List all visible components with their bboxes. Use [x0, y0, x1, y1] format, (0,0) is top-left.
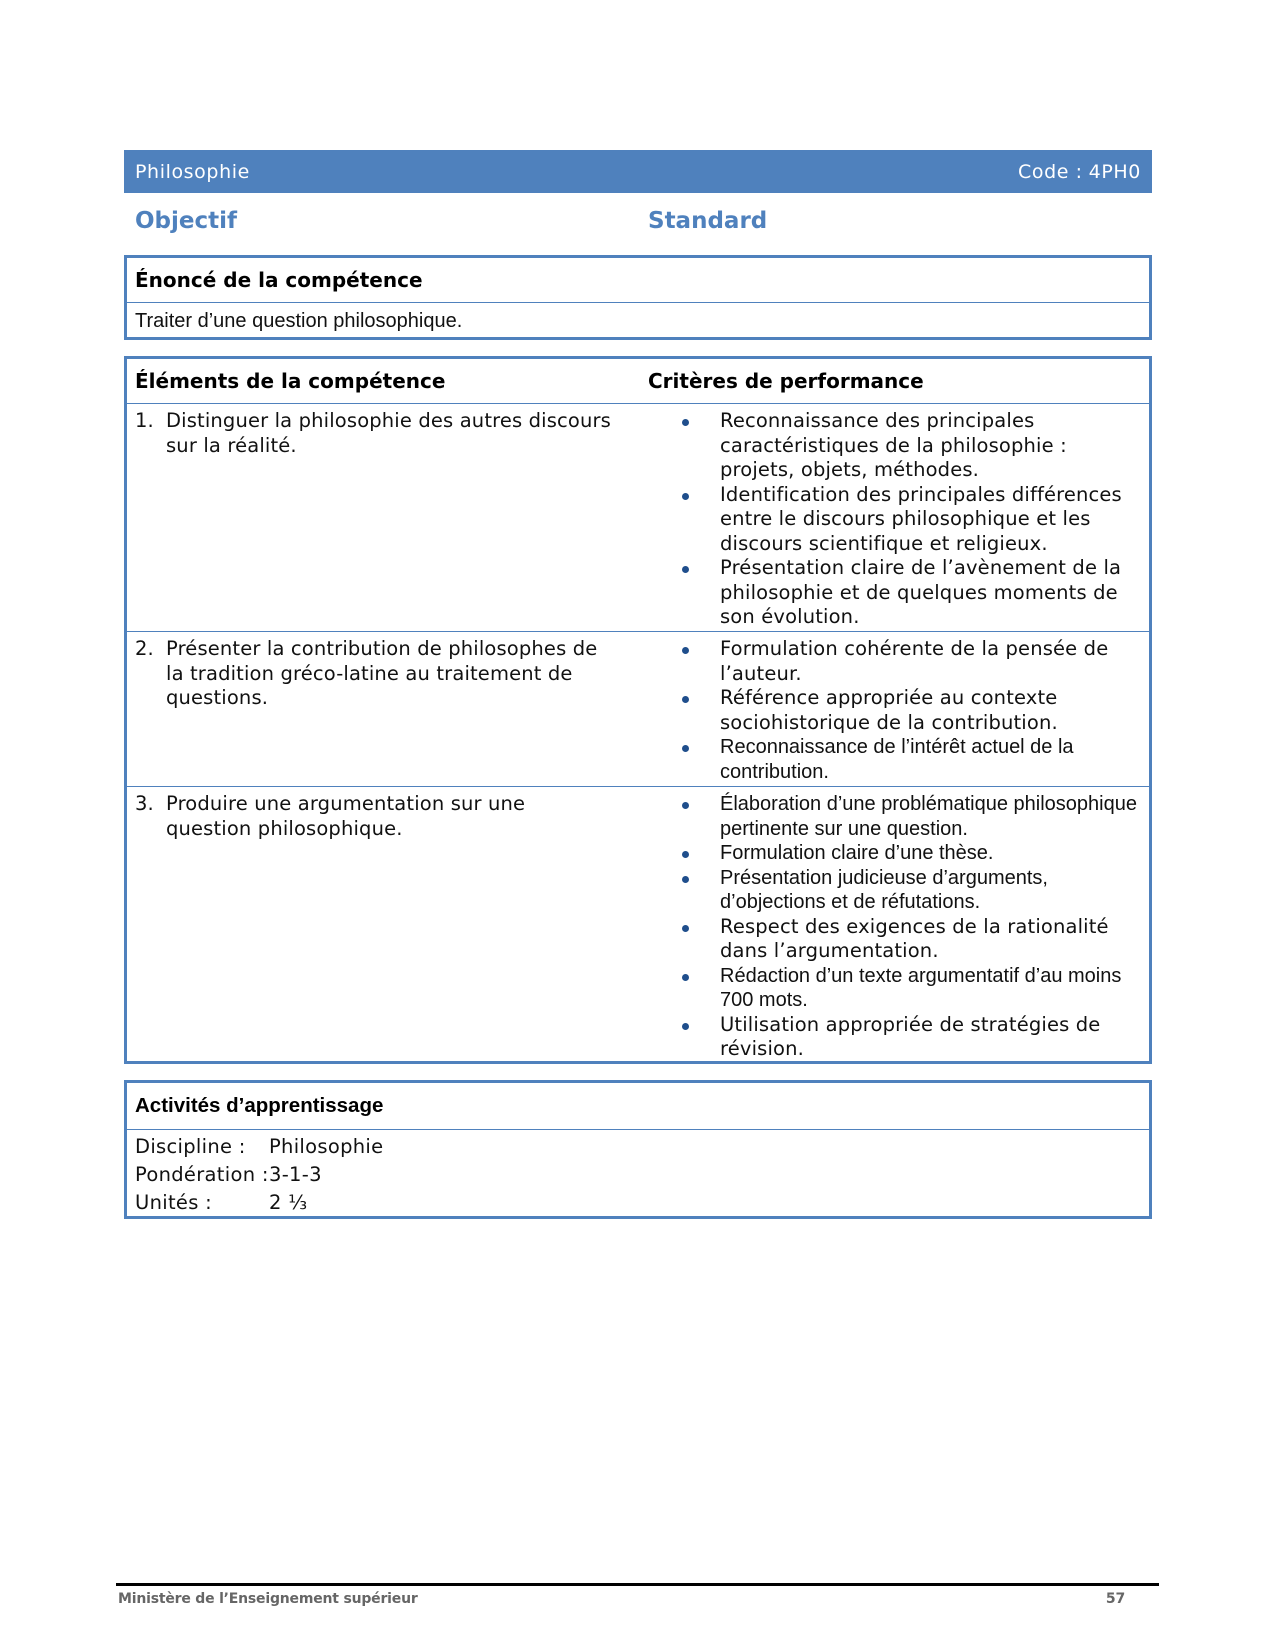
bullet-icon [640, 483, 720, 557]
ponderation-field [135, 1161, 1141, 1189]
elements-column-heading: Éléments de la compétence [135, 369, 446, 393]
activites-heading: Activités d’apprentissage [127, 1083, 1149, 1130]
element-number: 1. [135, 409, 154, 432]
criteria-cell [640, 632, 1149, 786]
element-cell [127, 632, 640, 786]
element-cell [127, 404, 640, 631]
bullet-icon [640, 964, 720, 1013]
criteria-item [640, 483, 1141, 557]
criteria-column-heading: Critères de performance [648, 369, 924, 393]
unites-field [135, 1189, 1141, 1217]
criteria-item [640, 866, 1141, 915]
bullet-icon [640, 792, 720, 841]
criteria-item [640, 915, 1141, 964]
criteria-text: Formulation cohérente de la pensée de l’auteur. [720, 637, 1109, 685]
table-row [127, 632, 1149, 787]
activites-box [124, 1080, 1152, 1219]
course-subject: Philosophie [135, 160, 250, 183]
element-text: Produire une argumentation sur une question philosophique. [166, 792, 526, 840]
footer-organization: Ministère de l’Enseignement supérieur [118, 1591, 418, 1607]
bullet-icon [640, 409, 720, 483]
criteria-text: Identification des principales différences entre le discours philosophique et les discours scientifique et religieux. [720, 482, 1122, 555]
criteria-text: Élaboration d’une problématique philosophique pertinente sur une question. [720, 793, 1137, 840]
criteria-text: Présentation judicieuse d’arguments, d’objections et de réfutations. [720, 866, 1048, 913]
section-subheads [135, 208, 1152, 242]
field-value: 3-1-3 [269, 1163, 322, 1186]
elements-table [124, 356, 1152, 1064]
criteria-cell [640, 787, 1149, 1064]
criteria-item [640, 637, 1141, 686]
criteria-item [640, 841, 1141, 866]
element-text: Présenter la contribution de philosophes de la tradition gréco-latine au traitement de questions. [166, 637, 598, 709]
course-code-value: 4PH0 [1088, 160, 1141, 183]
bullet-icon [640, 866, 720, 915]
criteria-text: Utilisation appropriée de stratégies de révision. [720, 1012, 1101, 1060]
standard-heading: Standard [648, 208, 768, 234]
course-code [1018, 161, 1141, 183]
field-label: Discipline : [135, 1135, 246, 1158]
course-code-label: Code : [1017, 160, 1083, 183]
criteria-text: Reconnaissance de l’intérêt actuel de la contribution. [720, 736, 1074, 783]
element-text: Distinguer la philosophie des autres discours sur la réalité. [166, 409, 611, 457]
criteria-item [640, 409, 1141, 483]
field-value: Philosophie [269, 1135, 384, 1158]
element-cell [127, 787, 640, 1064]
table-row [127, 787, 1149, 1064]
criteria-text: Respect des exigences de la rationalité dans l’argumentation. [720, 914, 1109, 962]
criteria-item [640, 735, 1141, 784]
criteria-item [640, 556, 1141, 630]
criteria-item [640, 792, 1141, 841]
bullet-icon [640, 686, 720, 735]
elements-table-header [127, 359, 1149, 404]
bullet-icon [640, 841, 720, 866]
criteria-text: Rédaction d’un texte argumentatif d’au moins 700 mots. [720, 964, 1122, 1011]
criteria-text: Reconnaissance des principales caractéristiques de la philosophie : projets, objets, méthodes. [720, 409, 1067, 481]
criteria-cell [640, 404, 1149, 631]
bullet-icon [640, 1013, 720, 1062]
bullet-icon [640, 637, 720, 686]
footer-divider [116, 1583, 1159, 1586]
course-title-bar [124, 150, 1152, 193]
criteria-item [640, 686, 1141, 735]
bullet-icon [640, 735, 720, 784]
discipline-field [135, 1133, 1141, 1161]
field-label: Unités : [135, 1191, 213, 1214]
field-value: 2 ⅓ [269, 1191, 308, 1214]
activites-details [127, 1130, 1149, 1217]
bullet-icon [640, 915, 720, 964]
criteria-text: Présentation claire de l’avènement de la philosophie et de quelques moments de son évolution. [720, 556, 1122, 628]
criteria-text: Référence appropriée au contexte sociohistorique de la contribution. [720, 686, 1058, 734]
bullet-icon [640, 556, 720, 630]
criteria-item [640, 964, 1141, 1013]
element-number: 3. [135, 792, 154, 815]
element-number: 2. [135, 637, 154, 660]
page-number: 57 [1105, 1591, 1125, 1607]
table-row [127, 404, 1149, 632]
enonce-heading: Énoncé de la compétence [127, 258, 1149, 303]
criteria-item [640, 1013, 1141, 1062]
objectif-heading: Objectif [135, 208, 238, 234]
page-footer [116, 1591, 1159, 1611]
criteria-text: Formulation claire d’une thèse. [720, 842, 994, 864]
enonce-text: Traiter d’une question philosophique. [135, 310, 463, 332]
enonce-box [124, 255, 1152, 340]
field-label: Pondération : [135, 1163, 269, 1186]
